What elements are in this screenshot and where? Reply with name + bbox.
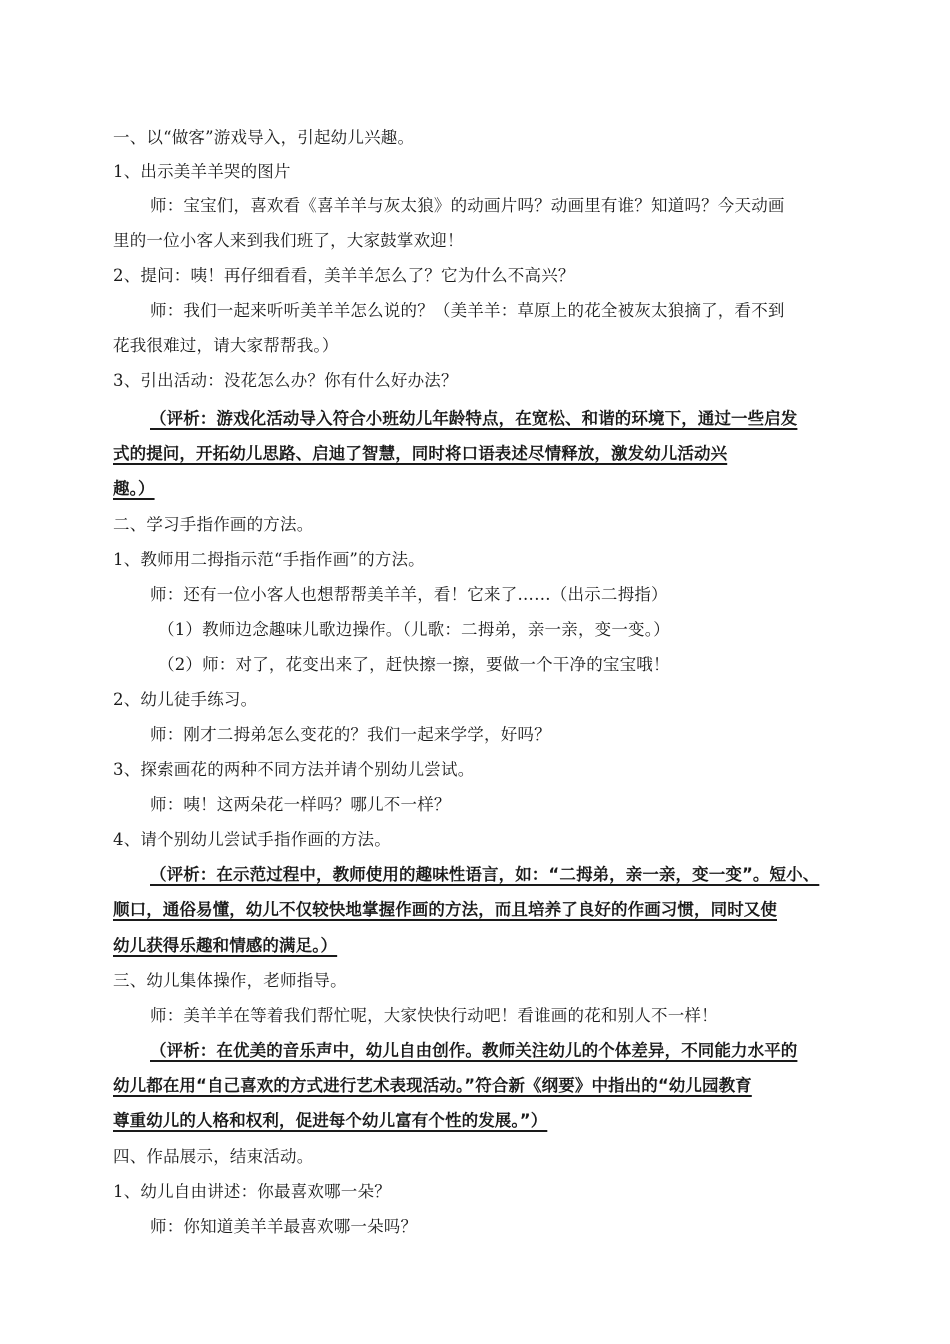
teacher-line: 师：咦！这两朵花一样吗？哪儿不一样？ bbox=[150, 795, 451, 814]
step-2-2: 2、幼儿徒手练习。 bbox=[113, 690, 258, 709]
commentary-2-cont: 顺口，通俗易懂，幼儿不仅较快地掌握作画的方法，而且培养了良好的作画习惯，同时又使 bbox=[113, 900, 777, 919]
step-1-1: 1、出示美羊羊哭的图片 bbox=[113, 162, 291, 181]
teacher-line-cont: 里的一位小客人来到我们班了，大家鼓掌欢迎！ bbox=[113, 231, 464, 250]
teacher-line: 师：美羊羊在等着我们帮忙呢，大家快快行动吧！看谁画的花和别人不一样！ bbox=[150, 1006, 718, 1025]
teacher-line: 师：我们一起来听听美羊羊怎么说的？（美羊羊：草原上的花全被灰太狼摘了，看不到 bbox=[150, 301, 785, 320]
commentary-3-cont: 幼儿都在用“自己喜欢的方式进行艺术表现活动。”符合新《纲要》中指出的“幼儿园教育 bbox=[113, 1076, 752, 1095]
section-heading-1: 一、以“做客”游戏导入，引起幼儿兴趣。 bbox=[113, 128, 415, 147]
section-heading-4: 四、作品展示，结束活动。 bbox=[113, 1147, 314, 1166]
commentary-1-cont: 式的提问，开拓幼儿思路、启迪了智慧，同时将口语表述尽情释放，激发幼儿活动兴 bbox=[113, 444, 728, 463]
teacher-line-cont: 花我很难过，请大家帮帮我。） bbox=[113, 336, 339, 355]
step-1-2: 2、提问：咦！再仔细看看，美羊羊怎么了？它为什么不高兴？ bbox=[113, 266, 575, 285]
teacher-line: 师：刚才二拇弟怎么变花的？我们一起来学学，好吗？ bbox=[150, 725, 551, 744]
substep-1: （1）教师边念趣味儿歌边操作。（儿歌：二拇弟，亲一亲，变一变。） bbox=[158, 620, 670, 639]
section-heading-2: 二、学习手指作画的方法。 bbox=[113, 515, 314, 534]
section-heading-3: 三、幼儿集体操作，老师指导。 bbox=[113, 971, 347, 990]
commentary-3-cont: 尊重幼儿的人格和权利，促进每个幼儿富有个性的发展。”） bbox=[113, 1111, 548, 1130]
step-2-4: 4、请个别幼儿尝试手指作画的方法。 bbox=[113, 830, 391, 849]
step-4-1: 1、幼儿自由讲述：你最喜欢哪一朵？ bbox=[113, 1182, 391, 1201]
teacher-line: 师：你知道美羊羊最喜欢哪一朵吗？ bbox=[150, 1217, 418, 1236]
commentary-2: （评析：在示范过程中，教师使用的趣味性语言，如：“二拇弟，亲一亲，变一变”。短小、 bbox=[150, 865, 820, 884]
step-2-3: 3、探索画花的两种不同方法并请个别幼儿尝试。 bbox=[113, 760, 475, 779]
teacher-line: 师：宝宝们，喜欢看《喜羊羊与灰太狼》的动画片吗？动画里有谁？知道吗？今天动画 bbox=[150, 196, 785, 215]
commentary-1-cont: 趣。） bbox=[113, 479, 155, 498]
commentary-3: （评析：在优美的音乐声中，幼儿自由创作。教师关注幼儿的个体差异，不同能力水平的 bbox=[150, 1041, 798, 1060]
teacher-line: 师：还有一位小客人也想帮帮美羊羊，看！它来了……（出示二拇指） bbox=[150, 585, 668, 604]
step-2-1: 1、教师用二拇指示范“手指作画”的方法。 bbox=[113, 550, 425, 569]
commentary-1: （评析：游戏化活动导入符合小班幼儿年龄特点，在宽松、和谐的环境下，通过一些启发 bbox=[150, 409, 798, 428]
step-1-3: 3、引出活动：没花怎么办？你有什么好办法？ bbox=[113, 371, 458, 390]
commentary-2-cont: 幼儿获得乐趣和情感的满足。） bbox=[113, 936, 338, 955]
substep-2: （2）师：对了，花变出来了，赶快擦一擦，要做一个干净的宝宝哦！ bbox=[158, 655, 670, 674]
